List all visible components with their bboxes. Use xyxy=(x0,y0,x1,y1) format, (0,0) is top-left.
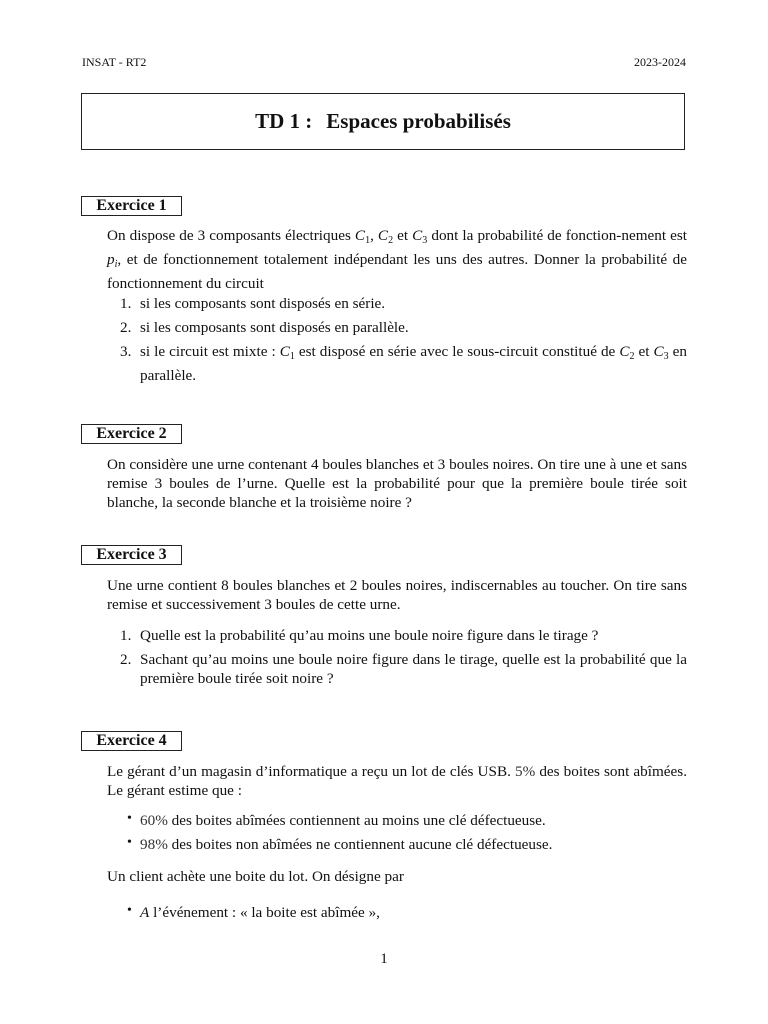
list-item: 3. si le circuit est mixte : $C_1$ est disposé en série avec le sous-circuit constitué de $C_2$ et $C_3$ en parallèle. xyxy=(120,343,687,384)
bullet-icon: • xyxy=(127,903,132,918)
exercise-2-label: Exercice 2 xyxy=(81,424,182,444)
header-year: 2023-2024 xyxy=(634,55,686,69)
ex1-text-a: On dispose de 3 composants électriques xyxy=(107,227,355,244)
list-item: 2. Sachant qu’au moins une boule noire figure dans le tirage, quelle est la probabilité que la première boule tirée soit noire ? xyxy=(120,651,687,687)
exercise-4-estimates xyxy=(107,811,687,859)
list-item: 1. Quelle est la probabilité qu’au moins une boule noire figure dans le tirage ? xyxy=(120,627,599,644)
ex1-text-b: dont la probabilité de fonction-nement est xyxy=(427,227,687,244)
ex1-pi: $p_i$ xyxy=(107,251,118,270)
list-item: 1. si les composants sont disposés en série. xyxy=(120,295,386,312)
list-item: • 60% des boites abîmées contiennent au moins une clé défectueuse. xyxy=(127,811,546,829)
exercise-1-label: Exercice 1 xyxy=(81,196,182,216)
exercise-1-questions xyxy=(107,294,687,390)
ex1-c2: $C_2$ xyxy=(377,227,394,246)
list-item: • A l’événement : « la boite est abîmée », xyxy=(127,903,380,921)
header-institution: INSAT - RT2 xyxy=(82,55,147,69)
exercise-4-designation: Un client achète une boite du lot. On désigne par xyxy=(107,868,404,885)
list-item: 2. si les composants sont disposés en parallèle. xyxy=(120,319,409,336)
exercise-4-label: Exercice 4 xyxy=(81,731,182,751)
bullet-icon: • xyxy=(127,835,132,850)
exercise-1-statement: On dispose de 3 composants électriques $C_1$, $C_2$ et $C_3$ dont la probabilité de fonction-nement est $p_i$, et de fonctionnement totalement indépendant les uns des autres. Donner la probabilité de fonctionnement du circuit xyxy=(107,227,687,292)
exercise-2-statement: On considère une urne contenant 4 boules blanches et 3 boules noires. On tire une à une et sans remise 3 boules de l’urne. Quelle est la probabilité pour que la première boule tirée soit blanche, la seconde blanche et la troisième noire ? xyxy=(107,456,687,511)
ex1-text-c: , et de fonctionnement totalement indépendant les uns des autres. Donner la probabilité de fonctionnement du circuit xyxy=(107,251,687,292)
page-title xyxy=(81,93,685,150)
exercise-4-statement: Le gérant d’un magasin d’informatique a reçu un lot de clés USB. 5% des boites sont abîmées. Le gérant estime que : xyxy=(107,763,687,799)
exercise-3-questions xyxy=(107,626,687,693)
title-prefix: TD 1 : xyxy=(255,109,313,133)
exercise-3-statement: Une urne contient 8 boules blanches et 2 boules noires, indiscernables au toucher. On tire sans remise et successivement 3 boules de cette urne. xyxy=(107,577,687,613)
page-number: 1 xyxy=(380,951,388,967)
exercise-4-events xyxy=(107,903,687,927)
exercise-3-label: Exercice 3 xyxy=(81,545,182,565)
title-main: Espaces probabilisés xyxy=(326,109,511,133)
ex1-c3: $C_3$ xyxy=(412,227,428,246)
ex1-c1: $C_1$ xyxy=(354,227,371,246)
percent-5: 5% xyxy=(514,763,536,780)
list-item: • 98% des boites non abîmées ne contiennent aucune clé défectueuse. xyxy=(127,835,553,853)
bullet-icon: • xyxy=(127,811,132,826)
